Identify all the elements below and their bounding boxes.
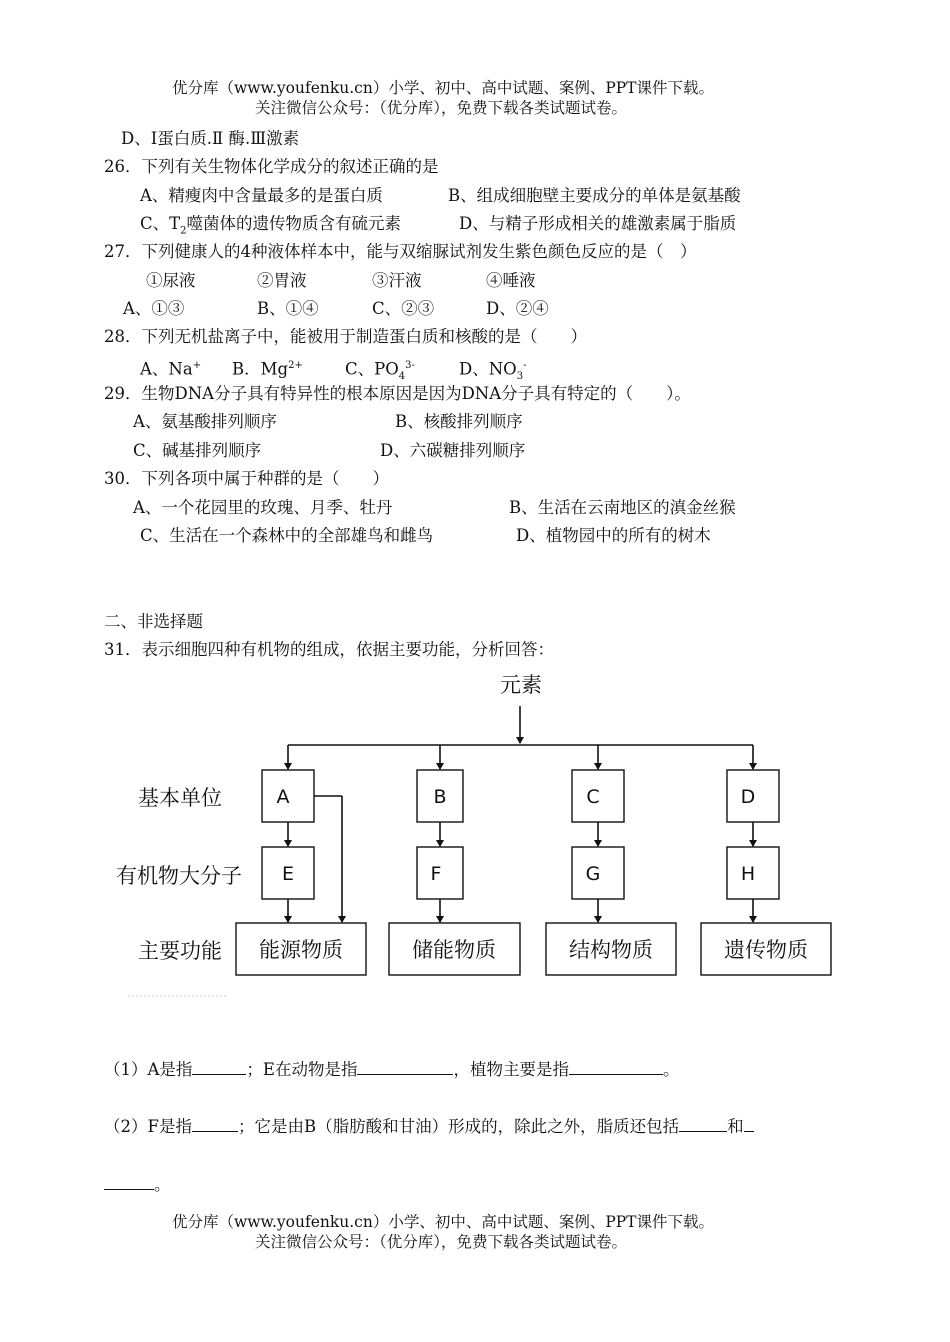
q27-option-d: D、②④ — [486, 299, 549, 318]
q28-option-b: B．$Mg^{2+}$ — [232, 359, 303, 379]
header-line-1: 优分库（www.youfenku.cn）小学、初中、高中试题、案例、PPT课件下载。 — [172, 79, 715, 97]
q29-option-d: D、六碳糖排列顺序 — [380, 441, 526, 460]
footer-line-1: 优分库（www.youfenku.cn）小学、初中、高中试题、案例、PPT课件下载。 — [172, 1213, 715, 1231]
unit-a: A — [276, 786, 290, 808]
q27-item: ①尿液 — [146, 271, 196, 290]
q27-option-c: C、②③ — [372, 299, 435, 318]
q27-option-a: A、①③ — [123, 299, 185, 318]
q31-stem: 31．表示细胞四种有机物的组成，依据主要功能，分析回答： — [104, 640, 554, 659]
q31-part-1: （1）A是指 ；E在动物是指 ，植物主要是指 。 — [104, 1060, 680, 1079]
q29-option-b: B、核酸排列顺序 — [395, 412, 523, 431]
q27-option-b: B、①④ — [257, 299, 319, 318]
row-label-macromolecules: 有机物大分子 — [116, 864, 242, 888]
answer-blank[interactable] — [357, 1058, 453, 1075]
q25-option-d: D、Ⅰ蛋白质.Ⅱ 酶.Ⅲ激素 — [121, 129, 300, 148]
q27-stem: 27．下列健康人的4种液体样本中，能与双缩脲试剂发生紫色颜色反应的是（ ） — [104, 242, 697, 261]
q30-option-d: D、植物园中的所有的树木 — [516, 526, 711, 545]
q30-option-b: B、生活在云南地区的滇金丝猴 — [509, 498, 736, 517]
q26-option-c: C、$T_2$噬菌体的遗传物质含有硫元素 — [140, 214, 402, 237]
answer-blank[interactable] — [192, 1058, 246, 1075]
q30-option-c: C、生活在一个森林中的全部雄鸟和雌鸟 — [140, 526, 434, 545]
macro-g: G — [585, 863, 601, 885]
macro-f: F — [430, 863, 442, 885]
q27-item: ④唾液 — [486, 271, 536, 290]
q28-option-a: A、Na+ — [140, 359, 202, 379]
q26-option-a: A、精瘦肉中含量最多的是蛋白质 — [140, 186, 383, 205]
row-label-functions: 主要功能 — [138, 939, 222, 963]
q31-part-2-continued: 。 — [104, 1173, 171, 1196]
q30-option-a: A、一个花园里的玫瑰、月季、牡丹 — [133, 498, 393, 517]
function-energy: 能源物质 — [259, 938, 343, 962]
unit-d: D — [740, 786, 756, 808]
q26-option-d: D、与精子形成相关的雄激素属于脂质 — [459, 214, 737, 233]
header-line-2: 关注微信公众号：（优分库），免费下载各类试题试卷。 — [255, 99, 628, 117]
section-title: 二、非选择题 — [104, 612, 203, 631]
q27-item: ③汗液 — [372, 271, 422, 290]
answer-blank[interactable] — [744, 1115, 754, 1132]
q29-option-a: A、氨基酸排列顺序 — [133, 412, 277, 431]
answer-blank[interactable] — [679, 1115, 727, 1132]
q27-item: ②胃液 — [257, 271, 307, 290]
q29-option-c: C、碱基排列顺序 — [133, 441, 262, 460]
answer-blank[interactable] — [569, 1058, 663, 1075]
q28-stem: 28．下列无机盐离子中，能被用于制造蛋白质和核酸的是（ ） — [104, 327, 587, 346]
q31-part-2: （2）F是指 ；它是由B（脂肪酸和甘油）形成的，除此之外，脂质还包括 和 — [104, 1115, 754, 1138]
unit-c: C — [586, 786, 600, 808]
organic-compounds-diagram — [0, 660, 950, 1010]
answer-blank[interactable] — [192, 1115, 238, 1132]
footer-line-2: 关注微信公众号：（优分库），免费下载各类试题试卷。 — [255, 1233, 628, 1251]
q26-stem: 26．下列有关生物体化学成分的叙述正确的是 — [104, 157, 439, 176]
function-structure: 结构物质 — [569, 938, 653, 962]
diagram-top-label: 元素 — [500, 673, 542, 697]
function-genetic: 遗传物质 — [724, 938, 808, 962]
answer-blank[interactable] — [104, 1173, 154, 1190]
row-label-units: 基本单位 — [138, 786, 222, 810]
q26-option-b: B、组成细胞壁主要成分的单体是氨基酸 — [448, 186, 741, 205]
q29-stem: 29．生物DNA分子具有特异性的根本原因是因为DNA分子具有特定的（ ）。 — [104, 384, 691, 403]
unit-b: B — [433, 786, 447, 808]
macro-h: H — [740, 863, 756, 885]
q30-stem: 30．下列各项中属于种群的是（ ） — [104, 469, 389, 488]
function-storage: 储能物质 — [412, 938, 496, 962]
q28-option-c: C、$PO_4^{3-}$ — [345, 359, 415, 382]
q28-option-d: D、$NO_3^-$ — [459, 359, 527, 382]
macro-e: E — [281, 863, 295, 885]
